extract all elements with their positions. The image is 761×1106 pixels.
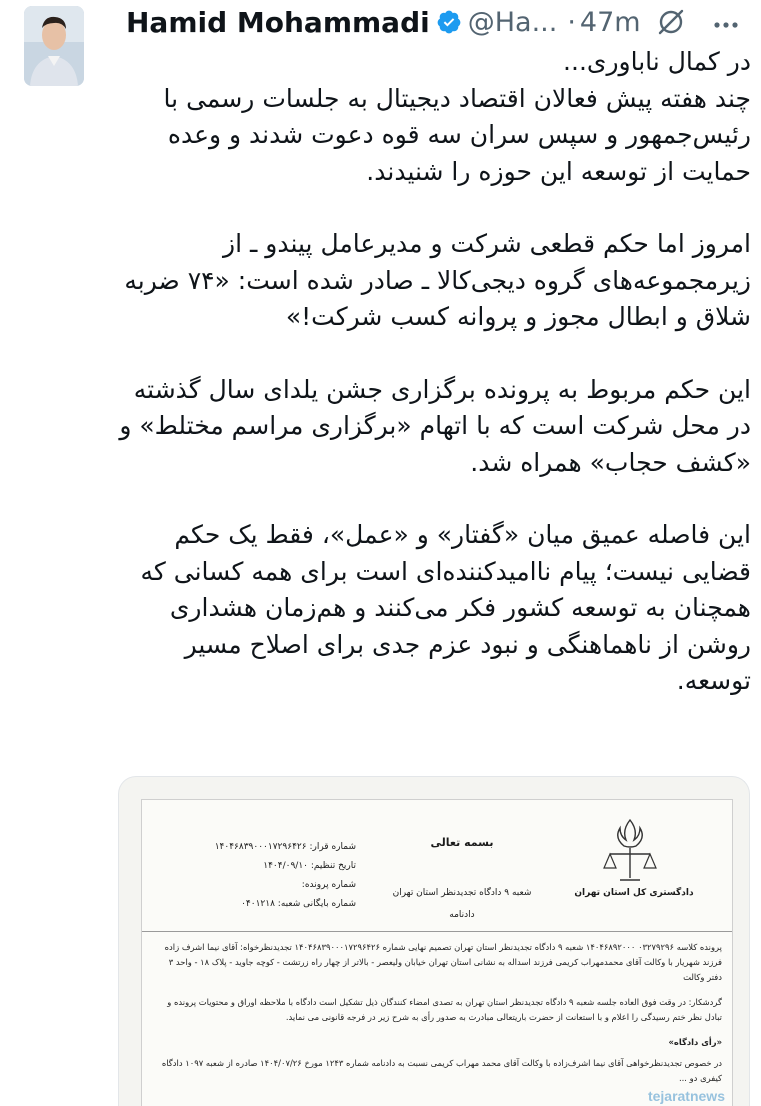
document-bismillah: بسمه تعالی — [430, 836, 494, 849]
meta-line: تاریخ تنظیم: ۱۴۰۴/۰۹/۱۰ — [263, 861, 356, 871]
tweet-paragraph-3: این حکم مربوط به پرونده برگزاری جشن یلدای سال گذشته در محل شرکت است که با اتهام «برگزاری مراسم مختلط» و «کشف حجاب» همراه شد. — [119, 374, 751, 477]
document-header — [142, 800, 732, 932]
iran-emblem-scales-icon — [598, 816, 662, 886]
document-paragraph: گردشکار: در وقت فوق العاده جلسه شعبه ۹ دادگاه تجدیدنظر استان تهران به تصدی امضاء کنندگان ذیل تشکیل است دادگاه با ملاحظه اوراق و محتویات پرونده و تبادل نظر ختم رسیدگی را اعلام و با استعانت از حضرت باریتعالی مبادرت به صدور رأی به شرح زیر در فرجه قانونی می نماید. — [167, 997, 722, 1022]
document-body — [152, 940, 722, 1096]
meta-line: شماره بایگانی شعبه: ۰۴۰۱۲۱۸ — [241, 899, 356, 909]
document-meta — [156, 838, 356, 914]
attached-document-image[interactable] — [118, 776, 750, 1106]
watermark-logo: tejaratnews — [647, 1088, 725, 1104]
tweet-text — [118, 44, 751, 700]
document-paragraph: در خصوص تجدیدنظرخواهی آقای نیما اشرف‌زاده با وکالت آقای محمد مهراب کریمی نسبت به دادنامه شماره ۱۲۴۳ مورخ ۱۴۰۴/۰۷/۲۶ صادره از شعبه ۱۰۹۷ دادگاه کیفری دو ... — [161, 1058, 722, 1083]
tweet-timestamp[interactable]: 47m — [579, 6, 641, 38]
more-options-icon[interactable] — [711, 10, 741, 40]
court-branch: شعبه ۹ دادگاه تجدیدنظر استان تهران — [392, 888, 532, 898]
document-title-block — [362, 832, 562, 926]
meta-line: شماره قرار: ۱۴۰۴۶۸۳۹۰۰۰۱۷۲۹۶۴۲۶ — [214, 842, 356, 852]
document-type: دادنامه — [449, 910, 475, 920]
tweet-paragraph-4: این فاصله عمیق میان «گفتار» و «عمل»، فقط یک حکم قضایی نیست؛ پیام ناامیدکننده‌ای است برای همه کسانی که همچنان به توسعه کشور فکر می‌کنند و هم‌زمان هشداری روشن از ناهماهنگی و نبود عزم جدی برای اصلاح مسیر توسعه. — [140, 520, 751, 695]
verified-badge-icon — [436, 9, 462, 35]
grok-slash-icon[interactable] — [655, 6, 687, 38]
separator-dot: · — [567, 6, 576, 38]
court-verdict-page — [141, 799, 733, 1106]
document-ruling-heading: «رأی دادگاه» — [668, 1037, 722, 1047]
tweet-paragraph-1: در کمال ناباوری... چند هفته پیش فعالان اقتصاد دیجیتال به جلسات رسمی با رئیس‌جمهور و سپس سران سه قوه دعوت شدند و وعده حمایت از توسعه این حوزه را شنیدند. — [163, 47, 751, 186]
author-handle[interactable]: @Ha... — [467, 6, 558, 38]
avatar-photo — [24, 6, 84, 86]
tweet-paragraph-2: امروز اما حکم قطعی شرکت و مدیرعامل پیندو ـ از زیرمجموعه‌های گروه دیجی‌کالا ـ صادر شده است: «۷۴ ضربه شلاق و ابطال مجوز و پروانه کسب شرکت!» — [124, 229, 751, 331]
document-org-name: دادگستری کل استان تهران — [574, 888, 694, 898]
author-display-name[interactable]: Hamid Mohammadi — [126, 5, 430, 39]
tweet-header — [126, 2, 741, 42]
avatar[interactable] — [24, 6, 84, 86]
document-paragraph: پرونده کلاسه ۰۳۲۷۹۲۹۶ ۱۴۰۴۶۸۹۲۰۰۰ شعبه ۹ دادگاه تجدیدنظر استان تهران تصمیم نهایی شماره ۱۴۰۴۶۸۳۹۰۰۰۱۷۲۹۶۴۲۶ تجدیدنظرخواه: آقای نیما اشرف زاده فرزند شهریار با وکالت آقای محمدمهراب کریمی فرزند اسداله به نشانی استان تهران خیابان ولیعصر - بالاتر از چهار راه زرتشت - کوچه جاوید - پلاک ۱۸ - واحد ۳ دفتر وکالت — [164, 942, 722, 982]
meta-line: شماره پرونده: — [301, 880, 356, 890]
